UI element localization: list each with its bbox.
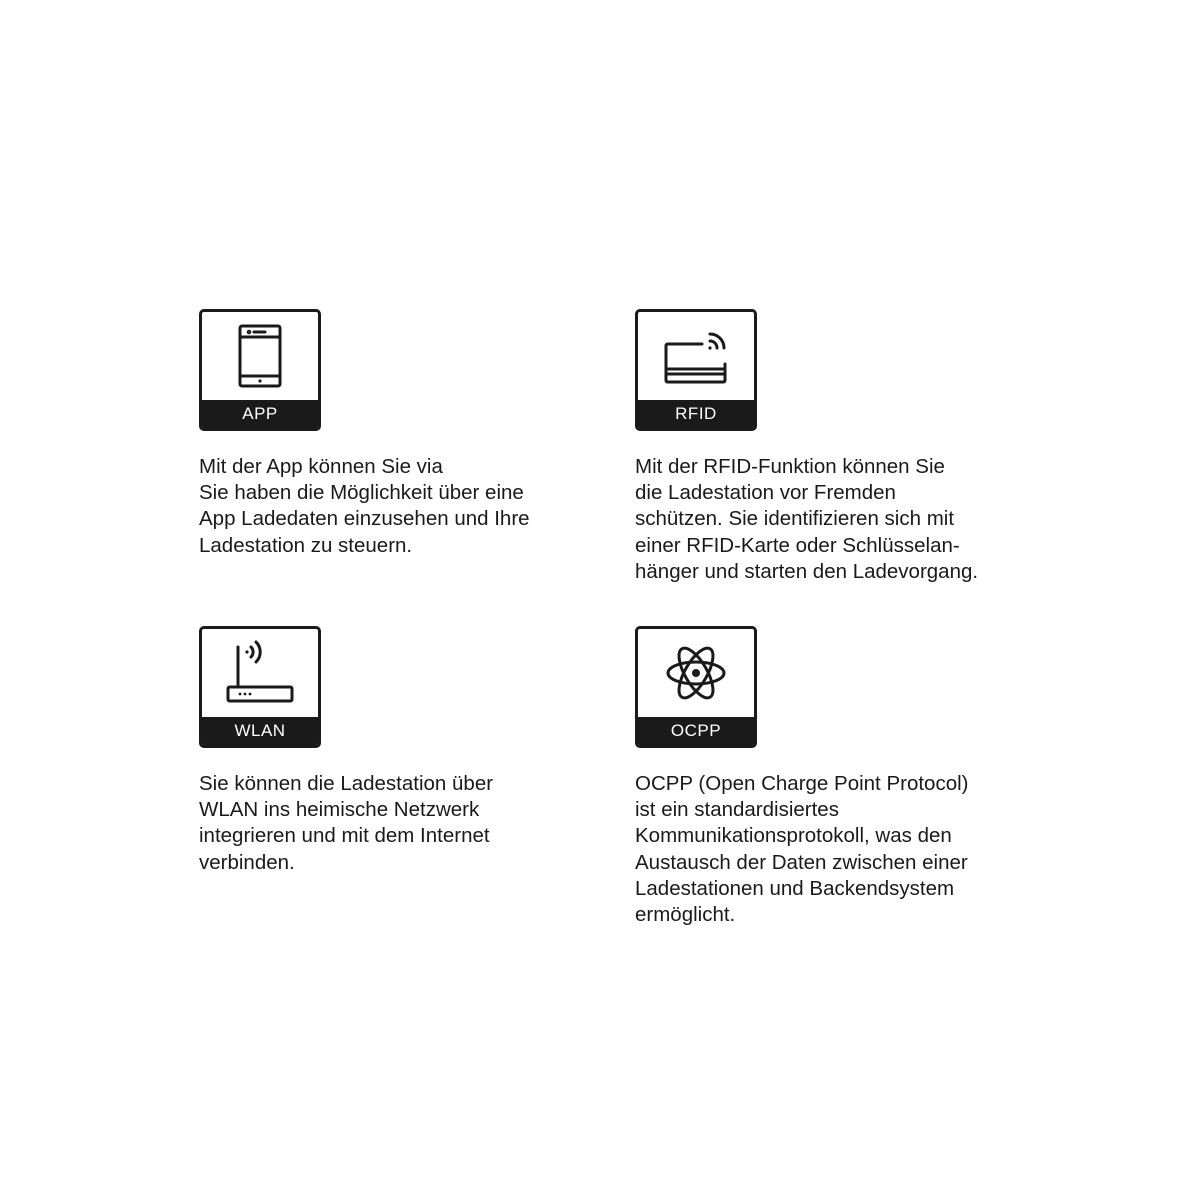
app-badge-label: APP [202,400,318,428]
atom-icon [638,629,754,718]
app-description: Mit der App können Sie via Sie haben die Möglichkeit über eine App Ladedaten einzusehen und Ihre Ladestation zu steuern. [199,455,530,557]
wifi-router-icon [202,629,318,718]
wlan-badge-label: WLAN [202,717,318,745]
ocpp-description: OCPP (Open Charge Point Protocol) ist ein standardisiertes Kommunikationsprotokoll, was den Austausch der Daten zwischen einer Ladestationen und Backendsystem ermöglicht. [635,772,969,927]
rfid-description: Mit der RFID-Funktion können Sie die Ladestation vor Fremden schützen. Sie identifizieren sich mit einer RFID-Karte oder Schlüsselan- hänger und starten den Ladevorgang. [635,455,979,583]
rfid-badge-label: RFID [638,400,754,428]
ocpp-badge [635,626,757,748]
ocpp-badge-label: OCPP [638,717,754,745]
smartphone-icon [202,312,318,401]
feature-wlan [199,626,599,876]
feature-app [199,309,599,559]
feature-ocpp [635,626,1035,928]
app-badge [199,309,321,431]
rfid-card-icon [638,312,754,401]
wlan-description: Sie können die Ladestation über WLAN ins heimische Netzwerk integrieren und mit dem Internet verbinden. [199,772,494,874]
feature-rfid [635,309,1035,585]
rfid-badge [635,309,757,431]
wlan-badge [199,626,321,748]
